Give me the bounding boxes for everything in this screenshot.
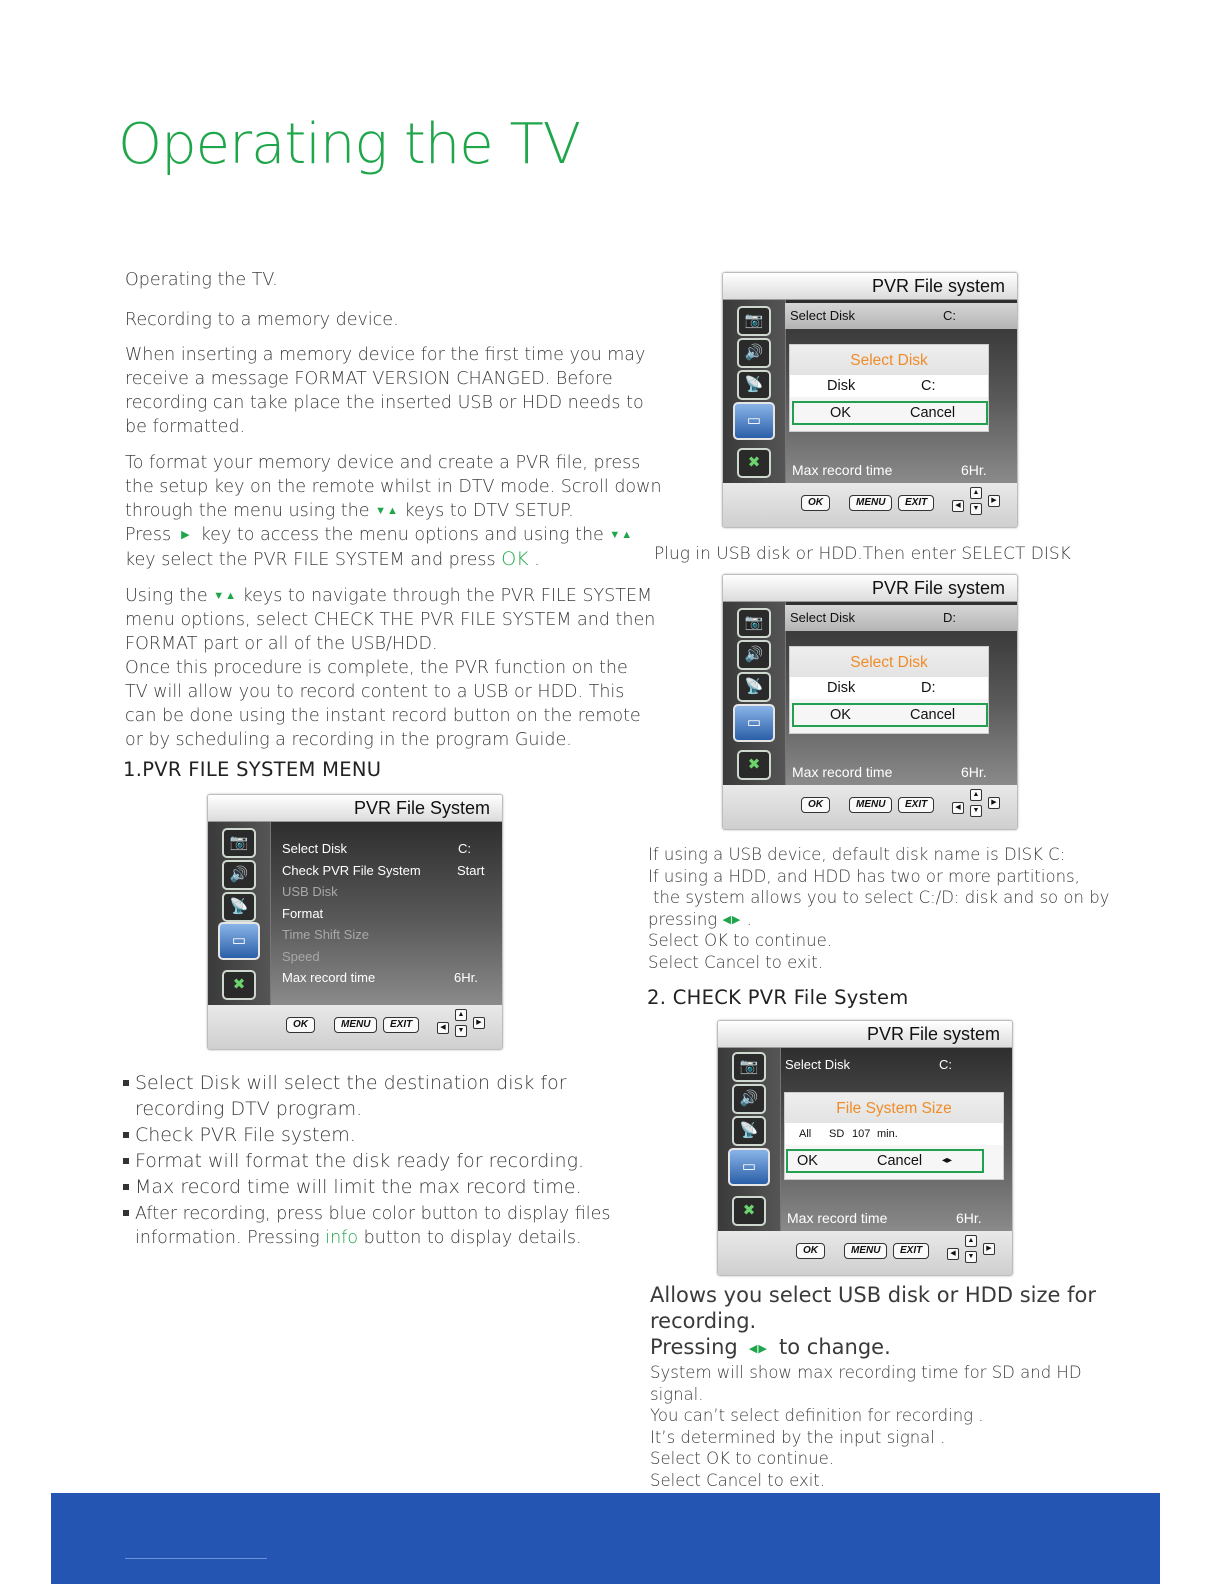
p5-line: Once this procedure is complete, the PVR function on the bbox=[125, 658, 628, 678]
text-line: It’s determined by the input signal . bbox=[650, 1427, 946, 1447]
footer-band bbox=[51, 1493, 1160, 1584]
menu-body bbox=[723, 300, 1017, 483]
select-disk-row[interactable]: Select Disk D: bbox=[785, 605, 1017, 631]
menu-footer bbox=[723, 785, 1017, 829]
disk-row[interactable]: Disk D: bbox=[790, 677, 988, 699]
menu-title: PVR File system bbox=[723, 575, 1017, 602]
paragraph-navigate bbox=[125, 584, 665, 752]
list-item: After recording, press blue color button to display files bbox=[123, 1202, 643, 1226]
select-disk-label[interactable]: Select Disk bbox=[785, 1057, 851, 1072]
p3-line: When inserting a memory device for the first time you may bbox=[125, 345, 646, 365]
select-disk-menu-d bbox=[722, 574, 1018, 830]
p5-line: or by scheduling a recording in the program Guide. bbox=[125, 730, 572, 750]
max-record-value: 6Hr. bbox=[961, 462, 987, 478]
list-item: Select Disk will select the destination disk for bbox=[123, 1070, 643, 1096]
menu-row-max-record[interactable]: Max record time bbox=[282, 970, 376, 985]
p5-line: Using the ▼▲ keys to navigate through the PVR FILE SYSTEM bbox=[125, 586, 653, 606]
p5-line: can be done using the instant record button on the remote bbox=[125, 706, 641, 726]
text-line: Select Cancel to exit. bbox=[650, 1470, 826, 1490]
p5-line: menu options, select CHECK THE PVR FILE SYSTEM and then bbox=[125, 610, 656, 630]
camera-icon: 📷 bbox=[737, 608, 771, 638]
menu-title: PVR File system bbox=[718, 1021, 1012, 1048]
tools-icon: ✖ bbox=[732, 1196, 766, 1226]
right-key-icon: ▶ bbox=[983, 1243, 995, 1255]
menu-key: MENU bbox=[844, 1243, 887, 1259]
text-line: Select OK to continue. bbox=[650, 1449, 834, 1468]
p4-line: To format your memory device and create a PVR file, press bbox=[125, 453, 641, 473]
speaker-icon: 🔊 bbox=[732, 1084, 766, 1114]
tv-icon: ▭ bbox=[733, 402, 775, 440]
left-key-icon: ◀ bbox=[952, 500, 964, 512]
speaker-icon: 🔊 bbox=[737, 640, 771, 670]
menu-footer bbox=[723, 483, 1017, 527]
intro-line: Operating the TV. bbox=[125, 270, 278, 290]
menu-body bbox=[718, 1048, 1012, 1231]
max-record-value: 6Hr. bbox=[961, 764, 987, 780]
menu-value: C: bbox=[458, 841, 471, 856]
list-item: Max record time will limit the max record time. bbox=[123, 1174, 643, 1200]
info-key-text: info bbox=[325, 1228, 359, 1248]
down-key-icon: ▼ bbox=[970, 805, 982, 817]
tools-icon: ✖ bbox=[737, 448, 771, 478]
menu-value: 6Hr. bbox=[454, 970, 478, 985]
text-line: pressing ◀▶ . bbox=[648, 909, 752, 929]
p4-line: key select the PVR FILE SYSTEM and press OK . bbox=[125, 548, 540, 570]
down-key-icon: ▼ bbox=[965, 1251, 977, 1263]
max-record-value: 6Hr. bbox=[956, 1210, 982, 1226]
menu-sidebar bbox=[723, 300, 786, 483]
tv-icon: ▭ bbox=[218, 922, 260, 960]
up-key-icon: ▲ bbox=[970, 789, 982, 801]
dialog-title: Select Disk bbox=[790, 345, 988, 375]
paragraph-format bbox=[125, 451, 665, 572]
satellite-icon: 📡 bbox=[222, 892, 256, 922]
disk-row[interactable]: Disk C: bbox=[790, 375, 988, 397]
exit-key: EXIT bbox=[893, 1243, 929, 1259]
p3-line: recording can take place the inserted USB or HDD needs to bbox=[125, 393, 644, 413]
menu-sidebar bbox=[208, 822, 271, 1005]
speaker-icon: 🔊 bbox=[737, 338, 771, 368]
p3-line: be formatted. bbox=[125, 417, 246, 437]
satellite-icon: 📡 bbox=[737, 672, 771, 702]
text-line: Allows you select USB disk or HDD size for bbox=[650, 1283, 1096, 1307]
text-line: signal. bbox=[650, 1384, 704, 1404]
exit-key: EXIT bbox=[898, 797, 934, 813]
feature-bullets bbox=[123, 1070, 643, 1250]
menu-body bbox=[723, 602, 1017, 785]
text-line: You can’t select definition for recording . bbox=[650, 1406, 984, 1425]
menu-row-format[interactable]: Format bbox=[282, 906, 324, 921]
ok-cancel-bar bbox=[792, 401, 988, 425]
cancel-button[interactable]: Cancel bbox=[910, 707, 956, 723]
menu-value: Start bbox=[457, 863, 485, 878]
text-line: If using a USB device, default disk name is DISK C: bbox=[648, 845, 1066, 864]
left-right-arrows-icon: ◀▶ bbox=[744, 1342, 773, 1355]
camera-icon: 📷 bbox=[222, 828, 256, 858]
menu-key: MENU bbox=[849, 797, 892, 813]
menu-key: MENU bbox=[334, 1017, 377, 1033]
list-item-cont: recording DTV program. bbox=[135, 1098, 363, 1120]
file-system-size-dialog bbox=[784, 1092, 1004, 1180]
menu-key: MENU bbox=[849, 495, 892, 511]
ok-key: OK bbox=[801, 797, 830, 813]
dialog-title: File System Size bbox=[785, 1093, 1003, 1123]
left-column bbox=[125, 268, 665, 752]
select-disk-caption: Plug in USB disk or HDD.Then enter SELECT DISK bbox=[654, 544, 1071, 564]
menu-footer bbox=[208, 1005, 502, 1049]
select-disk-dialog bbox=[789, 646, 989, 734]
text-line: the system allows you to select C:/D: disk and so on by bbox=[653, 888, 1110, 907]
tv-icon: ▭ bbox=[728, 1148, 770, 1186]
camera-icon: 📷 bbox=[737, 306, 771, 336]
exit-key: EXIT bbox=[383, 1017, 419, 1033]
menu-sidebar bbox=[723, 602, 786, 785]
menu-row-usb-disk: USB Disk bbox=[282, 884, 338, 899]
menu-row-check[interactable]: Check PVR File System bbox=[282, 863, 421, 878]
pvr-file-system-menu bbox=[207, 794, 503, 1050]
max-record-label: Max record time bbox=[792, 462, 893, 478]
right-key-icon: ▶ bbox=[988, 495, 1000, 507]
text-line: Select OK to continue. bbox=[648, 931, 832, 950]
ok-cancel-bar bbox=[792, 703, 988, 727]
p5-line: TV will allow you to record content to a USB or HDD. This bbox=[125, 682, 625, 702]
file-system-size-menu bbox=[717, 1020, 1013, 1276]
menu-sidebar bbox=[718, 1048, 781, 1231]
section-heading-1: 1.PVR FILE SYSTEM MENU bbox=[123, 758, 382, 781]
exit-key: EXIT bbox=[898, 495, 934, 511]
p4-line: through the menu using the ▼▲ keys to DTV SETUP. bbox=[125, 501, 574, 521]
list-item: Check PVR File system. bbox=[123, 1122, 643, 1148]
menu-row-speed: Speed bbox=[282, 949, 320, 964]
text-line: recording. bbox=[650, 1309, 757, 1333]
satellite-icon: 📡 bbox=[732, 1116, 766, 1146]
menu-title: PVR File system bbox=[723, 273, 1017, 300]
ok-key-text: OK bbox=[501, 548, 529, 570]
menu-footer bbox=[718, 1231, 1012, 1275]
text-line: If using a HDD, and HDD has two or more partitions, bbox=[648, 866, 1080, 886]
footer-rule bbox=[125, 1558, 267, 1559]
select-disk-value: C: bbox=[939, 1057, 952, 1072]
menu-row-time-shift: Time Shift Size bbox=[282, 927, 369, 942]
up-down-arrows-icon: ▼▲ bbox=[375, 504, 399, 517]
p4-line: the setup key on the remote whilst in DTV mode. Scroll down bbox=[125, 477, 662, 497]
menu-row-select-disk[interactable]: Select Disk bbox=[282, 841, 348, 856]
right-arrow-icon: ▶ bbox=[176, 528, 196, 541]
select-disk-dialog bbox=[789, 344, 989, 432]
p3-line: receive a message FORMAT VERSION CHANGED. Before bbox=[125, 369, 613, 389]
max-record-label: Max record time bbox=[787, 1210, 888, 1226]
menu-body bbox=[208, 822, 502, 1005]
size-description bbox=[650, 1282, 1120, 1491]
left-right-keys-icon: ◂▸ bbox=[942, 1155, 953, 1166]
satellite-icon: 📡 bbox=[737, 370, 771, 400]
text-line: Pressing ◀▶ to change. bbox=[650, 1335, 891, 1359]
recording-line: Recording to a memory device. bbox=[125, 310, 399, 330]
ok-button[interactable]: OK bbox=[830, 405, 851, 421]
dialog-title: Select Disk bbox=[790, 647, 988, 677]
left-key-icon: ◀ bbox=[952, 802, 964, 814]
ok-button[interactable]: OK bbox=[830, 707, 851, 723]
page-title: Operating the TV bbox=[118, 112, 581, 177]
ok-key: OK bbox=[801, 495, 830, 511]
up-key-icon: ▲ bbox=[455, 1009, 467, 1021]
partition-text bbox=[648, 844, 1128, 973]
left-key-icon: ◀ bbox=[947, 1248, 959, 1260]
cancel-button[interactable]: Cancel bbox=[877, 1153, 923, 1169]
list-item-cont: information. Pressing info button to display details. bbox=[135, 1228, 582, 1248]
up-key-icon: ▲ bbox=[970, 487, 982, 499]
up-down-arrows-icon: ▼▲ bbox=[213, 589, 238, 602]
select-disk-menu-c bbox=[722, 272, 1018, 528]
tools-icon: ✖ bbox=[737, 750, 771, 780]
ok-button[interactable]: OK bbox=[797, 1153, 818, 1169]
left-key-icon: ◀ bbox=[437, 1022, 449, 1034]
left-right-arrows-icon: ◀▶ bbox=[722, 912, 742, 926]
right-key-icon: ▶ bbox=[473, 1017, 485, 1029]
down-key-icon: ▼ bbox=[455, 1025, 467, 1037]
down-key-icon: ▼ bbox=[970, 503, 982, 515]
right-key-icon: ▶ bbox=[988, 797, 1000, 809]
section-heading-2: 2. CHECK PVR File System bbox=[647, 986, 909, 1009]
speaker-icon: 🔊 bbox=[222, 860, 256, 890]
tv-icon: ▭ bbox=[733, 704, 775, 742]
select-disk-row[interactable]: Select Disk C: bbox=[785, 303, 1017, 329]
paragraph-insert bbox=[125, 343, 665, 439]
p4-line: Press ▶ key to access the menu options and using the ▼▲ bbox=[125, 525, 634, 545]
text-line: System will show max recording time for SD and HD bbox=[650, 1363, 1082, 1382]
cancel-button[interactable]: Cancel bbox=[910, 405, 956, 421]
tools-icon: ✖ bbox=[222, 970, 256, 1000]
camera-icon: 📷 bbox=[732, 1052, 766, 1082]
max-record-label: Max record time bbox=[792, 764, 893, 780]
up-key-icon: ▲ bbox=[965, 1235, 977, 1247]
menu-title: PVR File System bbox=[208, 795, 502, 822]
ok-key: OK bbox=[286, 1017, 315, 1033]
text-line: Select Cancel to exit. bbox=[648, 952, 824, 972]
list-item: Format will format the disk ready for recording. bbox=[123, 1148, 643, 1174]
ok-cancel-bar bbox=[786, 1149, 984, 1173]
up-down-arrows-icon: ▼▲ bbox=[609, 528, 634, 541]
size-row[interactable]: All SD 107 min. bbox=[785, 1123, 1003, 1145]
p5-line: FORMAT part or all of the USB/HDD. bbox=[125, 634, 438, 654]
ok-key: OK bbox=[796, 1243, 825, 1259]
